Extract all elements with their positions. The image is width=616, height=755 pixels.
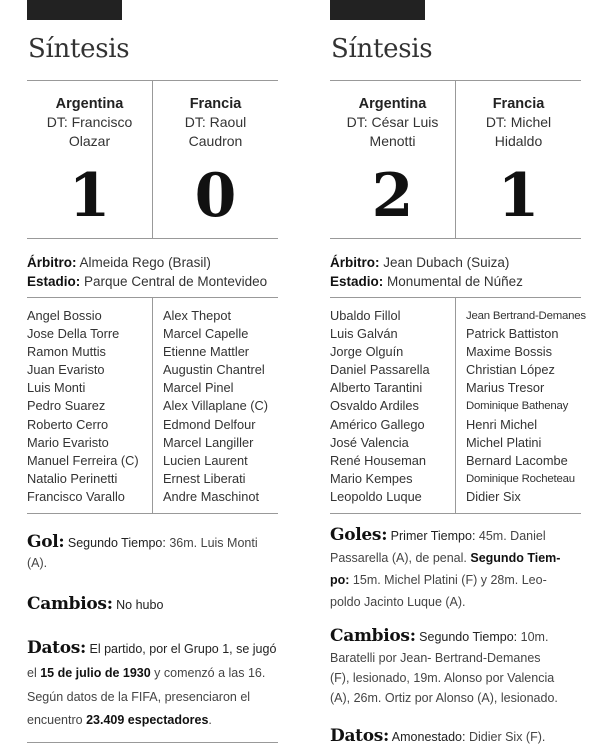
goals-section: Goles: Primer Tiempo: 45m. Daniel Passarella (A), de penal. Segundo Tiem- po: 15m. Michel Platini (F) y 28m. Leo- poldo Jacinto Luque (A).	[330, 525, 561, 609]
player-name: Edmond Delfour	[163, 416, 256, 432]
section-title: Síntesis	[28, 34, 130, 64]
player-name: Juan Evaristo	[27, 362, 105, 378]
player-name: Bernard Lacombe	[466, 452, 568, 468]
player-name: Marcel Pinel	[163, 380, 234, 396]
player-name: Alex Thepot	[163, 308, 232, 323]
lineup-home	[330, 307, 430, 506]
section-title: Síntesis	[331, 34, 433, 64]
player-name: Marcel Langiller	[163, 434, 254, 450]
team-home	[27, 80, 152, 238]
header-bar	[330, 0, 425, 20]
player-name: Pedro Suarez	[27, 398, 106, 414]
player-name: Dominique Bathenay	[466, 400, 569, 413]
player-name: Leopoldo Luque	[330, 488, 422, 504]
player-name: Luis Monti	[27, 380, 86, 396]
player-name: Alex Villaplane (C)	[163, 398, 269, 414]
player-name: Natalio Perinetti	[27, 470, 118, 486]
lineups	[27, 297, 278, 513]
player-name: José Valencia	[330, 434, 409, 450]
stadium-line: Estadio: Parque Central de Montevideo	[27, 274, 268, 289]
player-name: Roberto Cerro	[27, 416, 109, 432]
lineup-away	[163, 307, 268, 506]
player-name: Dominique Rocheteau	[466, 472, 575, 485]
team-coach: DT: Michel Hidaldo	[485, 114, 552, 149]
player-name: Jean Bertrand-Demanes	[466, 310, 586, 322]
player-name: Maxime Bossis	[466, 344, 553, 360]
player-name: Henri Michel	[466, 416, 538, 432]
player-name: Francisco Varallo	[27, 488, 125, 504]
player-name: Didier Six	[466, 488, 521, 504]
divider	[152, 297, 153, 513]
team-name: Francia	[189, 96, 242, 112]
data-section: Datos: Amonestado: Didier Six (F).	[330, 726, 546, 746]
player-name: Lucien Laurent	[163, 452, 248, 468]
right-synthesis-column	[330, 0, 584, 755]
divider	[27, 513, 278, 514]
team-name: Argentina	[55, 96, 124, 112]
team-coach: DT: César Luis Menotti	[346, 114, 439, 149]
team-name: Argentina	[358, 96, 427, 112]
team-score: 1	[497, 161, 540, 231]
divider	[27, 238, 278, 239]
referee-line: Árbitro: Almeida Rego (Brasil)	[27, 255, 211, 270]
header-bar	[27, 0, 122, 20]
player-name: Jose Della Torre	[27, 326, 120, 342]
team-away	[153, 80, 278, 238]
player-name: Alberto Tarantini	[330, 380, 423, 396]
player-name: Américo Gallego	[330, 416, 425, 432]
divider	[330, 513, 581, 514]
changes-section: Cambios: Segundo Tiempo: 10m. Baratelli por Jean- Bertrand-Demanes (F), lesionado, 19m. Alonso por Valencia (A), 26m. Ortiz por Alonso (A), lesionado.	[330, 626, 558, 705]
player-name: Mario Kempes	[330, 470, 413, 486]
team-coach: DT: Francisco Olazar	[46, 114, 133, 149]
match-info	[27, 253, 267, 291]
team-score: 0	[194, 161, 237, 231]
player-name: Christian López	[466, 362, 555, 378]
scoreboard	[330, 80, 581, 238]
team-name: Francia	[492, 96, 545, 112]
player-name: Manuel Ferreira (C)	[27, 452, 139, 468]
lineup-away	[466, 307, 586, 506]
team-coach: DT: Raoul Caudron	[184, 114, 247, 149]
player-name: Daniel Passarella	[330, 362, 430, 378]
lineups	[330, 297, 586, 513]
player-name: Ernest Liberati	[163, 470, 246, 486]
player-name: Patrick Battiston	[466, 326, 559, 342]
player-name: Jorge Olguín	[330, 344, 404, 360]
stadium-line: Estadio: Monumental de Núñez	[330, 274, 523, 289]
player-name: René Houseman	[330, 452, 427, 468]
team-away	[456, 80, 581, 238]
player-name: Ramon Muttis	[27, 344, 106, 360]
divider	[330, 238, 581, 239]
team-home	[330, 80, 455, 238]
goals-section: Gol: Segundo Tiempo: 36m. Luis Monti (A).	[27, 532, 258, 570]
player-name: Angel Bossio	[27, 308, 102, 323]
data-section: Datos: El partido, por el Grupo 1, se jugó el 15 de julio de 1930 y comenzó a las 16. Según datos de la FIFA, presenciaron el encuentro 23.409 espectadores.	[27, 638, 277, 727]
scoreboard	[27, 80, 278, 238]
lineup-home	[27, 307, 139, 506]
match-info	[330, 253, 523, 291]
player-name: Mario Evaristo	[27, 434, 109, 450]
divider	[27, 742, 278, 743]
team-score: 2	[371, 161, 414, 231]
changes-section: Cambios: No hubo	[27, 594, 164, 614]
player-name: Etienne Mattler	[163, 344, 250, 360]
left-synthesis-column	[27, 0, 281, 755]
player-name: Luis Galván	[330, 326, 398, 342]
referee-line: Árbitro: Jean Dubach (Suiza)	[330, 255, 510, 270]
divider	[455, 297, 456, 513]
player-name: Osvaldo Ardiles	[330, 398, 419, 414]
player-name: Andre Maschinot	[163, 488, 260, 504]
player-name: Michel Platini	[466, 434, 542, 450]
player-name: Marcel Capelle	[163, 326, 249, 342]
player-name: Ubaldo Fillol	[330, 308, 401, 323]
player-name: Marius Tresor	[466, 380, 545, 396]
team-score: 1	[68, 161, 111, 231]
player-name: Augustin Chantrel	[163, 362, 265, 378]
